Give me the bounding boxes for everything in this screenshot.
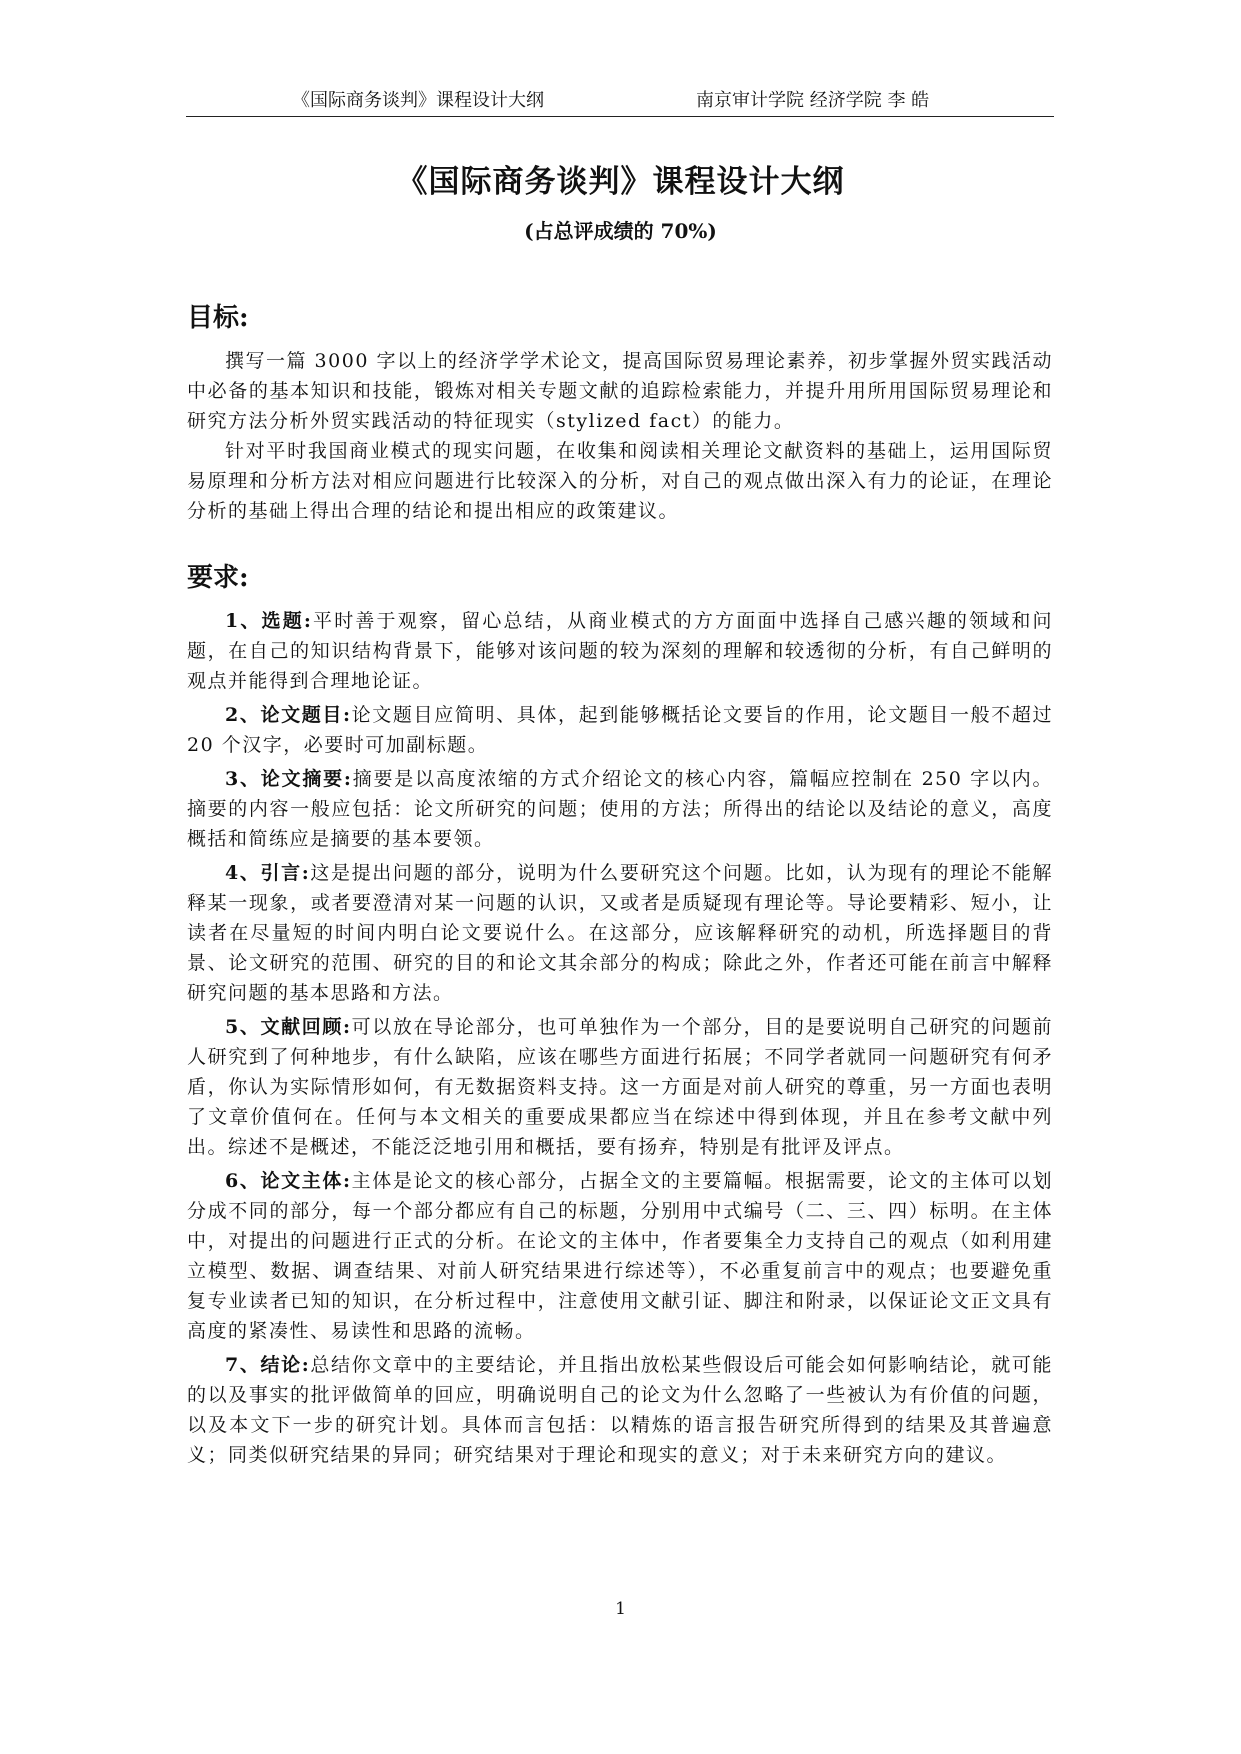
requirement-text: 摘要是以高度浓缩的方式介绍论文的核心内容，篇幅应控制在 250 字以内。摘要的内容一般应包括：论文所研究的问题；使用的方法；所得出的结论以及结论的意义，高度概括和简练应是摘要的基本要领。 — [187, 768, 1053, 850]
requirement-text: 论文题目应简明、具体，起到能够概括论文要旨的作用，论文题目一般不超过 20 个汉字，必要时可加副标题。 — [187, 704, 1053, 756]
goal-paragraph-1: 撰写一篇 3000 字以上的经济学学术论文，提高国际贸易理论素养，初步掌握外贸实践活动中必备的基本知识和技能，锻炼对相关专题文献的追踪检索能力，并提升用所用国际贸易理论和研究方法分析外贸实践活动的特征现实（stylized fact）的能力。 — [187, 350, 1053, 432]
requirement-label: 3、论文摘要: — [225, 768, 353, 790]
requirement-item — [187, 1166, 1053, 1346]
page-header — [186, 86, 1054, 117]
requirement-item — [187, 1350, 1053, 1470]
requirement-label: 7、结论: — [225, 1354, 311, 1376]
goal-section — [187, 346, 1053, 526]
requirement-text: 主体是论文的核心部分，占据全文的主要篇幅。根据需要，论文的主体可以划分成不同的部分，每一个部分都应有自己的标题，分别用中式编号（二、三、四）标明。在主体中，对提出的问题进行正式的分析。在论文的主体中，作者要集全力支持自己的观点（如利用建立模型、数据、调查结果、对前人研究结果进行综述等），不必重复前言中的观点；也要避免重复专业读者已知的知识，在分析过程中，注意使用文献引证、脚注和附录，以保证论文正文具有高度的紧凑性、易读性和思路的流畅。 — [187, 1170, 1053, 1342]
requirements-heading: 要求: — [187, 563, 249, 593]
goal-heading: 目标: — [187, 303, 249, 333]
document-title: 《国际商务谈判》课程设计大纲 — [396, 164, 845, 200]
goal-paragraph-2: 针对平时我国商业模式的现实问题，在收集和阅读相关理论文献资料的基础上，运用国际贸易原理和分析方法对相应问题进行比较深入的分析，对自己的观点做出深入有力的论证，在理论分析的基础上得出合理的结论和提出相应的政策建议。 — [187, 440, 1053, 522]
header-right-text: 南京审计学院 经济学院 李 皓 — [696, 90, 930, 111]
requirement-text: 总结你文章中的主要结论，并且指出放松某些假设后可能会如何影响结论，就可能的以及事实的批评做简单的回应，明确说明自己的论文为什么忽略了一些被认为有价值的问题，以及本文下一步的研究计划。具体而言包括：以精炼的语言报告研究所得到的结果及其普遍意义；同类似研究结果的异同；研究结果对于理论和现实的意义；对于未来研究方向的建议。 — [187, 1354, 1053, 1466]
requirement-label: 2、论文题目: — [225, 704, 352, 726]
page-number: 1 — [615, 1599, 626, 1619]
requirement-text: 平时善于观察，留心总结，从商业模式的方方面面中选择自己感兴趣的领域和问题，在自己的知识结构背景下，能够对该问题的较为深刻的理解和较透彻的分析，有自己鲜明的观点并能得到合理地论证。 — [187, 610, 1054, 692]
document-subtitle: (占总评成绩的 70%) — [524, 219, 717, 243]
requirement-label: 6、论文主体: — [225, 1170, 352, 1192]
requirement-label: 5、文献回顾: — [225, 1016, 352, 1038]
requirement-item — [187, 1012, 1053, 1162]
requirement-label: 4、引言: — [225, 862, 311, 884]
requirement-label: 1、选题: — [225, 610, 313, 632]
requirements-section — [187, 606, 1053, 1470]
requirement-item — [187, 700, 1053, 760]
requirement-text: 可以放在导论部分，也可单独作为一个部分，目的是要说明自己研究的问题前人研究到了何种地步，有什么缺陷，应该在哪些方面进行拓展；不同学者就同一问题研究有何矛盾，你认为实际情形如何，有无数据资料支持。这一方面是对前人研究的尊重，另一方面也表明了文章价值何在。任何与本文相关的重要成果都应当在综述中得到体现，并且在参考文献中列出。综述不是概述，不能泛泛地引用和概括，要有扬弃，特别是有批评及评点。 — [187, 1016, 1053, 1158]
requirement-text: 这是提出问题的部分，说明为什么要研究这个问题。比如，认为现有的理论不能解释某一现象，或者要澄清对某一问题的认识，又或者是质疑现有理论等。导论要精彩、短小，让读者在尽量短的时间内明白论文要说什么。在这部分，应该解释研究的动机，所选择题目的背景、论文研究的范围、研究的目的和论文其余部分的构成；除此之外，作者还可能在前言中解释研究问题的基本思路和方法。 — [187, 862, 1053, 1004]
header-left-text: 《国际商务谈判》课程设计大纲 — [292, 90, 544, 111]
requirement-item — [187, 764, 1053, 854]
requirement-item — [187, 858, 1053, 1008]
requirement-item — [187, 606, 1053, 696]
